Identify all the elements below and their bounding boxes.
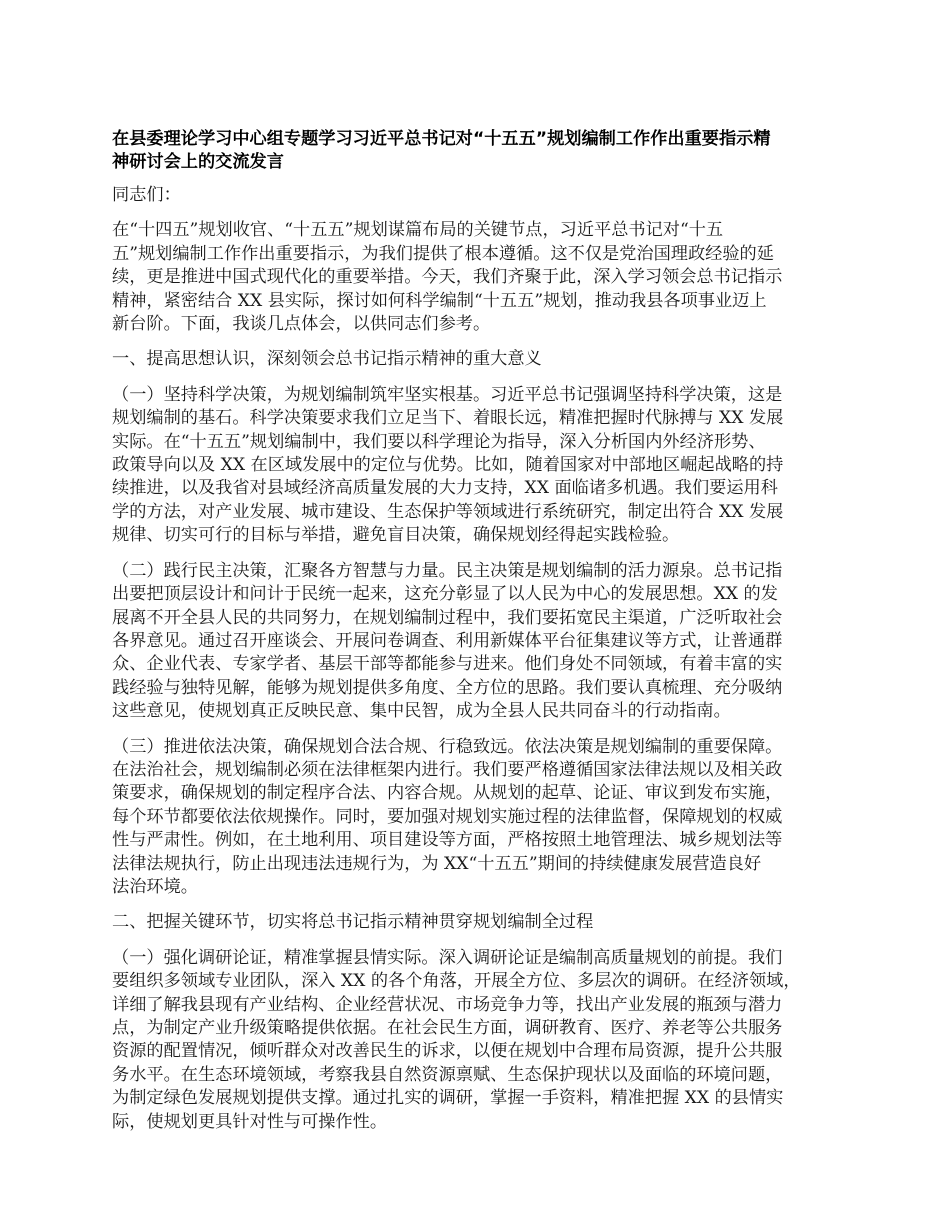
text-line: 学的方法，对产业发展、城市建设、生态保护等领域进行系统研究，制定出符合 XX 发展 [112, 501, 784, 522]
text-line: 续推进，以及我省对县域经济高质量发展的大力支持，XX 面临诸多机遇。我们要运用科 [112, 478, 778, 499]
text-line: 资源的配置情况，倾听群众对改善民生的诉求，以便在规划中合理布局资源，提升公共服 [112, 1041, 783, 1062]
text-line: 在法治社会，规划编制必须在法律框架内进行。我们要严格遵循国家法律法规以及相关政 [112, 759, 783, 780]
text-line: 策要求，确保规划的制定程序合法、内容合规。从规划的起草、论证、审议到发布实施， [112, 783, 783, 804]
text-line: 法治环境。 [112, 876, 198, 897]
text-line: 为制定绿色发展规划提供支撑。通过扎实的调研，掌握一手资料，精准把握 XX 的县情实 [112, 1088, 784, 1109]
section1-paragraph-3 [112, 736, 840, 900]
text-line: 践经验与独特见解，能够为规划提供多角度、全方位的思路。我们要认真梳理、充分吸纳 [112, 677, 783, 698]
text-line: 规划编制的基石。科学决策要求我们立足当下、着眼长远，精准把握时代脉搏与 XX 发展 [112, 408, 784, 429]
text-line: （一）强化调研论证，精准掌握县情实际。深入调研论证是编制高质量规划的前提。我们 [112, 947, 783, 968]
text-line: 详细了解我县现有产业结构、企业经营状况、市场竞争力等，找出产业发展的瓶颈与潜力 [112, 994, 783, 1015]
section2-paragraph-1 [112, 947, 840, 1134]
text-line: 这些意见，使规划真正反映民意、集中民智，成为全县人民共同奋斗的行动指南。 [112, 701, 731, 722]
text-line: 五”规划编制工作作出重要指示，为我们提供了根本遵循。这不仅是党治国理政经验的延 [112, 243, 774, 264]
text-line: （二）践行民主决策，汇聚各方智慧与力量。民主决策是规划编制的活力源泉。总书记指 [112, 560, 783, 581]
title-line: 神研讨会上的交流发言 [112, 152, 284, 172]
text-line: 每个环节都要依法依规操作。同时，要加强对规划实施过程的法律监督，保障规划的权威 [112, 806, 783, 827]
intro-paragraph [112, 219, 840, 336]
section1-paragraph-1 [112, 384, 840, 548]
section-heading-1: 一、提高思想认识，深刻领会总书记指示精神的重大意义 [112, 349, 542, 370]
text-line: 各界意见。通过召开座谈会、开展问卷调查、利用新媒体平台征集建议等方式，让普通群 [112, 630, 783, 651]
text-line: 众、企业代表、专家学者、基层干部等都能参与进来。他们身处不同领域，有着丰富的实 [112, 654, 783, 675]
text-line: 法律法规执行，防止出现违法违规行为，为 XX“十五五”期间的持续健康发展营造良好 [112, 853, 762, 874]
text-line: （三）推进依法决策，确保规划合法合规、行稳致远。依法决策是规划编制的重要保障。 [112, 736, 783, 757]
section-heading-2: 二、把握关键环节，切实将总书记指示精神贯穿规划编制全过程 [112, 912, 594, 933]
document-page [112, 128, 840, 1146]
text-line: 出要把顶层设计和问计于民统一起来，这充分彰显了以人民为中心的发展思想。XX 的发 [112, 584, 778, 605]
text-line: 精神，紧密结合 XX 县实际，探讨如何科学编制“十五五”规划，推动我县各项事业迈上 [112, 290, 767, 311]
text-line: 要组织多领域专业团队，深入 XX 的各个角落，开展全方位、多层次的调研。在经济领域， [112, 971, 801, 992]
text-line: 性与严肃性。例如，在土地利用、项目建设等方面，严格按照土地管理法、城乡规划法等 [112, 830, 783, 851]
text-line: 展离不开全县人民的共同努力，在规划编制过程中，我们要拓宽民主渠道，广泛听取社会 [112, 607, 783, 628]
text-line: 续，更是推进中国式现代化的重要举措。今天，我们齐聚于此，深入学习领会总书记指示 [112, 267, 783, 288]
text-line: 新台阶。下面，我谈几点体会，以供同志们参考。 [112, 314, 491, 335]
title-line: 在县委理论学习中心组专题学习习近平总书记对“十五五”规划编制工作作出重要指示精 [112, 129, 771, 149]
text-line: 在“十四五”规划收官、“十五五”规划谋篇布局的关键节点，习近平总书记对“十五 [112, 220, 724, 241]
text-line: 规律、切实可行的目标与举措，避免盲目决策，确保规划经得起实践检验。 [112, 525, 680, 546]
section1-paragraph-2 [112, 560, 840, 724]
text-line: 际，使规划更具针对性与可操作性。 [112, 1111, 388, 1132]
document-title [112, 128, 840, 174]
text-line: 务水平。在生态环境领域，考察我县自然资源禀赋、生态保护现状以及面临的环境问题， [112, 1064, 783, 1085]
salutation: 同志们： [112, 185, 181, 205]
text-line: 点，为制定产业升级策略提供依据。在社会民生方面，调研教育、医疗、养老等公共服务 [112, 1018, 783, 1038]
text-line: 政策导向以及 XX 在区域发展中的定位与优势。比如，随着国家对中部地区崛起战略的持 [112, 455, 784, 476]
text-line: 实际。在“十五五”规划编制中，我们要以科学理论为指导，深入分析国内外经济形势、 [112, 431, 766, 452]
text-line: （一）坚持科学决策，为规划编制筑牢坚实根基。习近平总书记强调坚持科学决策，这是 [112, 384, 783, 405]
